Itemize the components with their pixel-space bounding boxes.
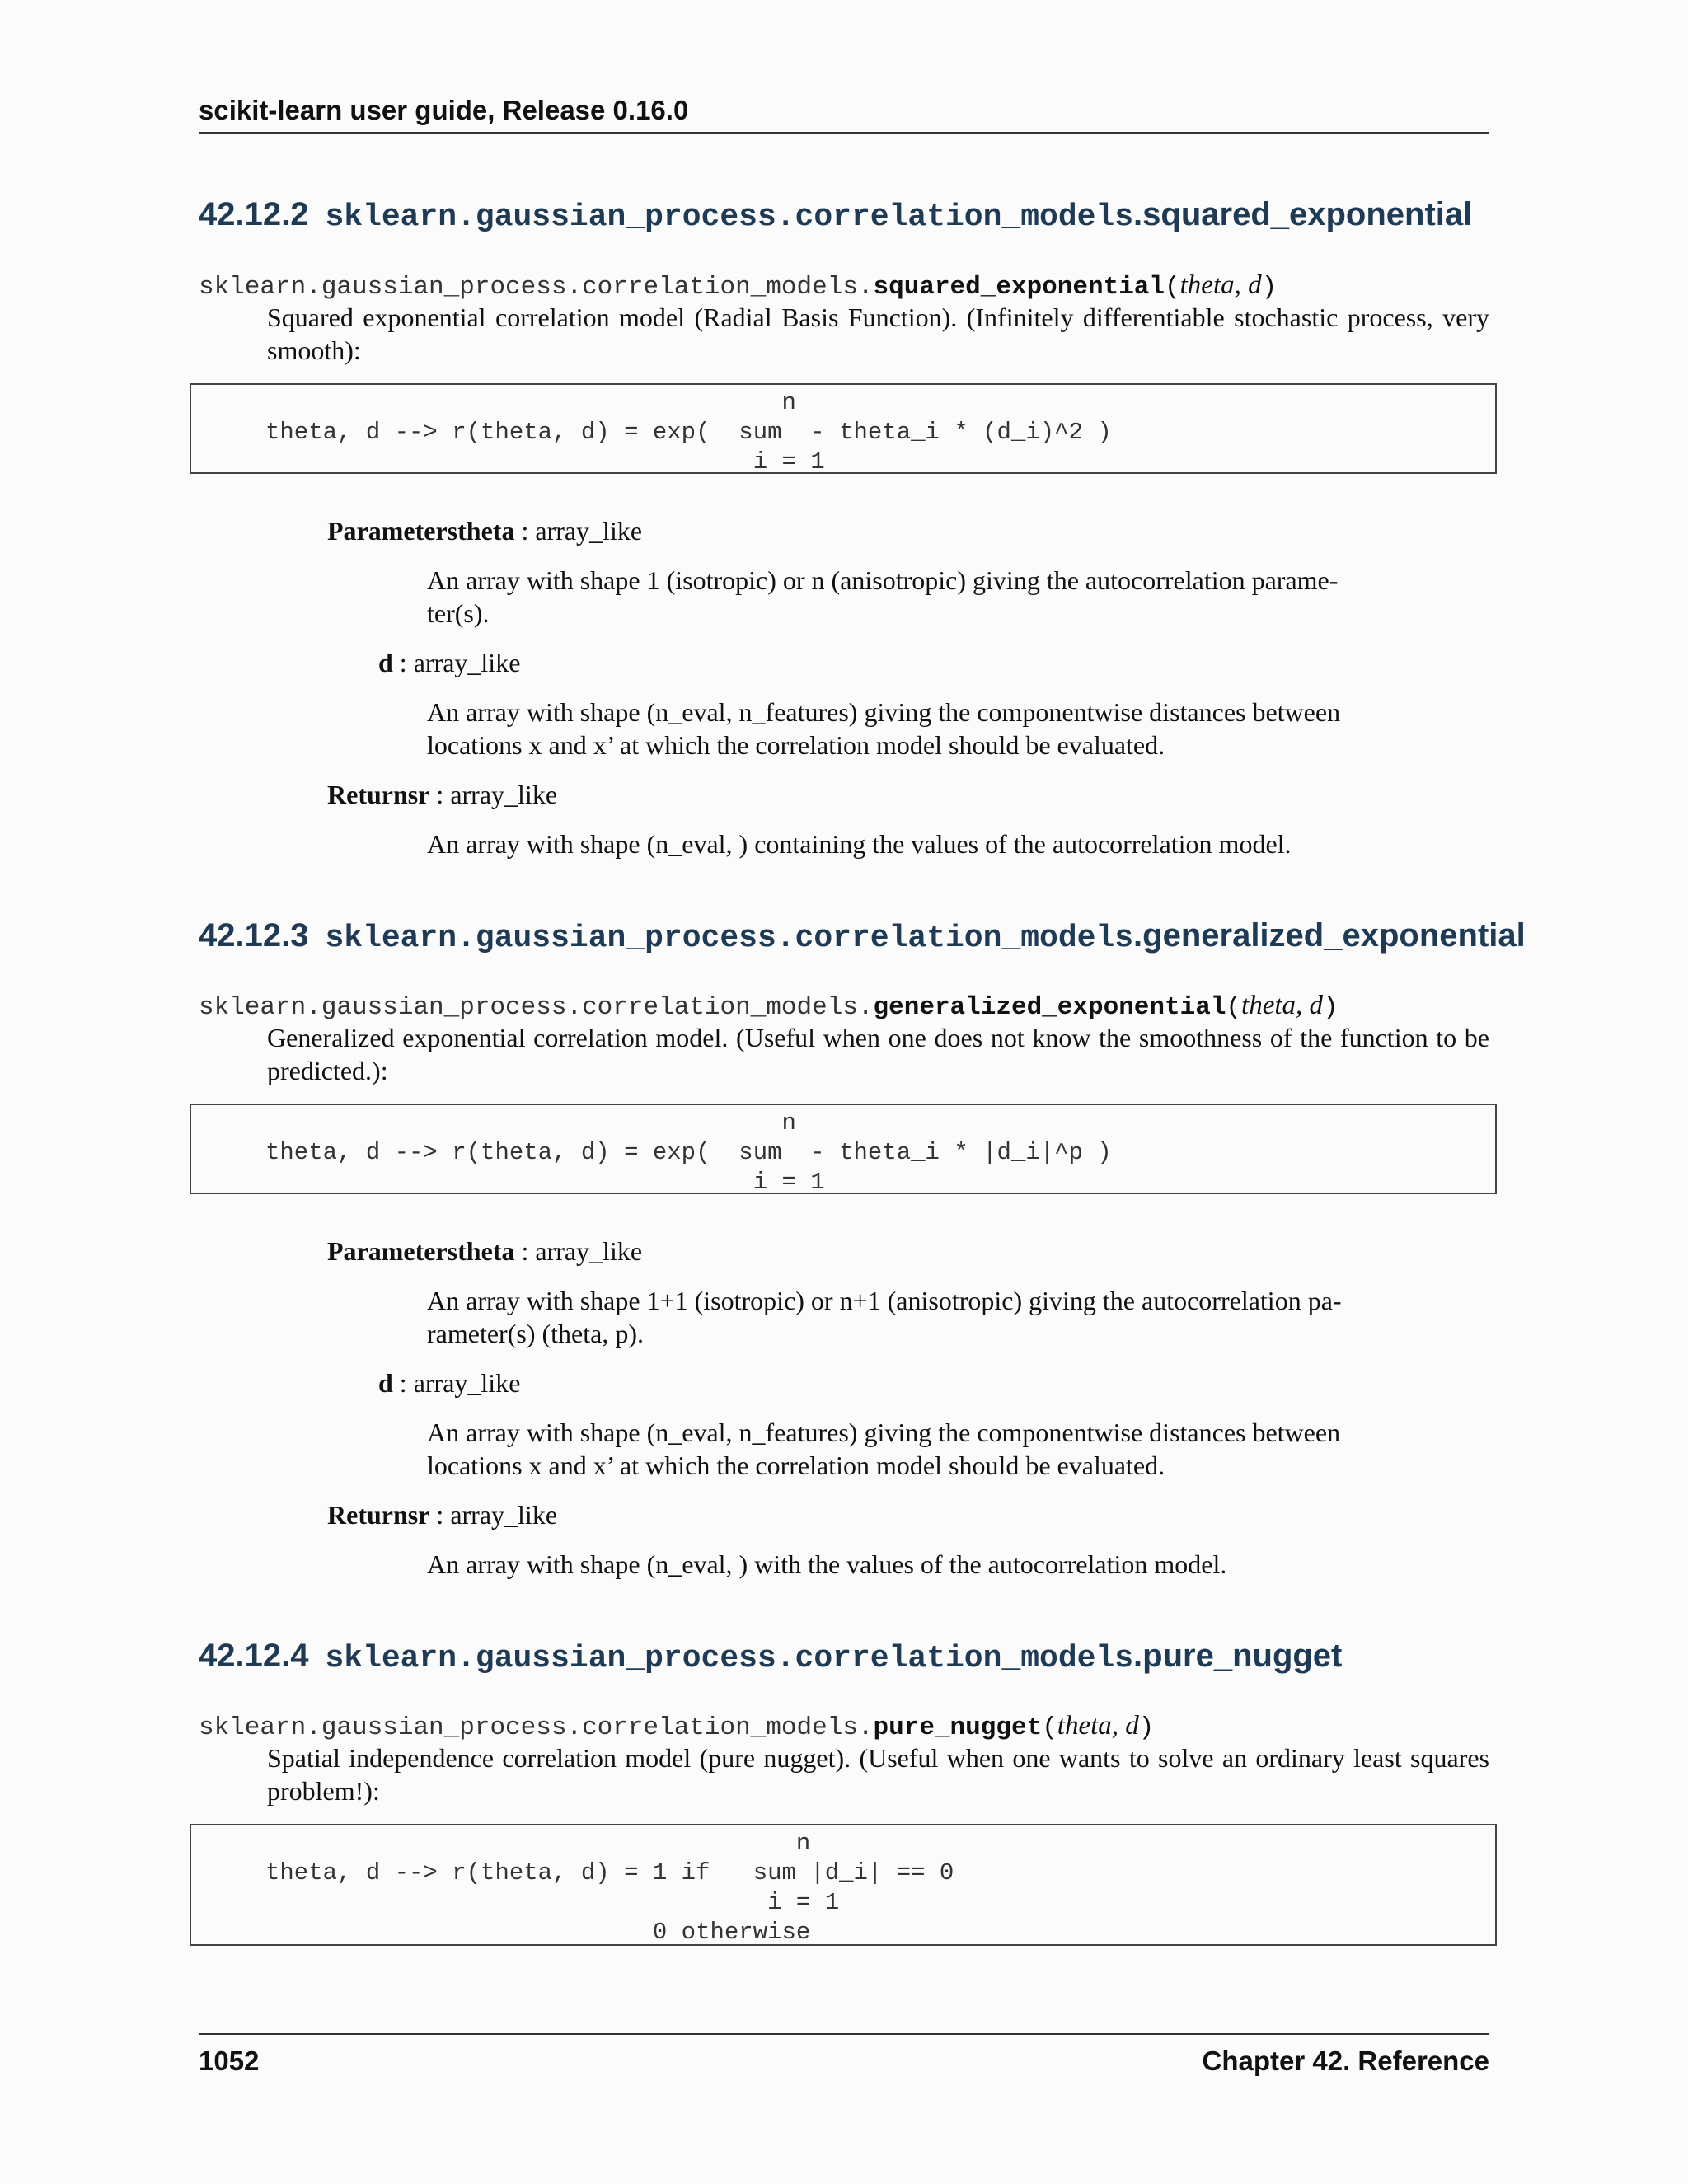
code-block (190, 1104, 1497, 1194)
page-number: 1052 (199, 2046, 260, 2076)
signature-open-paren: ( (1042, 1713, 1057, 1742)
signature-open-paren: ( (1165, 273, 1180, 302)
returns-type: : array_like (429, 1500, 558, 1530)
function-signature (199, 267, 1277, 305)
d-parameter-field (378, 1366, 520, 1399)
section-heading-generalized-exponential (199, 915, 1526, 959)
running-footer (199, 2033, 1489, 2076)
section-number: 42.12.2 (199, 196, 309, 232)
signature-close-paren: ) (1138, 1713, 1155, 1742)
section-module: sklearn.gaussian_process.correlation_models (325, 199, 1134, 235)
function-signature (199, 1708, 1154, 1746)
returns-label: Returnsr (327, 780, 430, 809)
returns-description: An array with shape (n_eval, ) containing the values of the autocorrelation model. (427, 829, 1292, 859)
d-type: : array_like (392, 648, 521, 677)
signature-path: sklearn.gaussian_process.correlation_models. (199, 273, 874, 302)
section-number: 42.12.4 (199, 1638, 309, 1674)
parameters-label: Parameterstheta (327, 516, 515, 546)
code-block (190, 1824, 1497, 1946)
section-function-name: .squared_exponential (1133, 196, 1473, 232)
section-heading-squared-exponential (199, 194, 1472, 238)
d-label: d (378, 648, 393, 677)
formula: n theta, d --> r(theta, d) = 1 if sum |d_i| == 0 i = 1 0 otherwise (265, 1830, 954, 1946)
returns-label: Returnsr (327, 1500, 430, 1530)
function-description: Squared exponential correlation model (Radial Basis Function). (Infinitely differentiable stochastic process, very smooth): (267, 302, 1489, 365)
signature-path: sklearn.gaussian_process.correlation_models. (199, 993, 874, 1022)
parameters-field (327, 1235, 642, 1268)
signature-name: generalized_exponential (873, 993, 1226, 1022)
function-description: Spatial independence correlation model (pure nugget). (Useful when one wants to solve an ordinary least squares problem!): (267, 1743, 1489, 1806)
code-block (190, 383, 1497, 474)
section-module: sklearn.gaussian_process.correlation_models (325, 1641, 1134, 1676)
chapter-label: Chapter 42. Reference (1202, 2046, 1489, 2076)
returns-field (327, 778, 557, 811)
signature-args: theta, d (1241, 991, 1324, 1020)
d-type: : array_like (392, 1368, 521, 1398)
d-description: An array with shape (n_eval, n_features) giving the componentwise distances between locations x and x’ at which the correlation model should be evaluated. (427, 1418, 1341, 1480)
d-description: An array with shape (n_eval, n_features) giving the componentwise distances between locations x and x’ at which the correlation model should be evaluated. (427, 697, 1341, 760)
section-module: sklearn.gaussian_process.correlation_models (325, 921, 1134, 956)
theta-description: An array with shape 1 (isotropic) or n (anisotropic) giving the autocorrelation parame-ter(s). (427, 565, 1339, 628)
returns-field (327, 1498, 557, 1531)
signature-open-paren: ( (1226, 993, 1242, 1022)
signature-args: theta, d (1057, 1711, 1139, 1741)
parameters-field (327, 514, 642, 547)
returns-description: An array with shape (n_eval, ) with the values of the autocorrelation model. (427, 1549, 1227, 1579)
section-heading-pure-nugget (199, 1635, 1342, 1680)
d-parameter-field (378, 646, 520, 679)
formula: n theta, d --> r(theta, d) = exp( sum - theta_i * (d_i)^2 ) i = 1 (265, 389, 1112, 476)
signature-name: squared_exponential (873, 273, 1165, 302)
signature-close-paren: ) (1323, 993, 1339, 1022)
section-number: 42.12.3 (199, 917, 309, 954)
signature-path: sklearn.gaussian_process.correlation_models. (199, 1713, 874, 1742)
function-signature (199, 987, 1339, 1025)
formula: n theta, d --> r(theta, d) = exp( sum - theta_i * |d_i|^p ) i = 1 (265, 1109, 1112, 1196)
parameter-type: : array_like (514, 516, 643, 546)
signature-close-paren: ) (1261, 273, 1278, 302)
parameters-label: Parameterstheta (327, 1236, 515, 1266)
signature-args: theta, d (1179, 270, 1262, 300)
signature-name: pure_nugget (873, 1713, 1043, 1742)
parameter-type: : array_like (514, 1236, 643, 1266)
d-label: d (378, 1368, 393, 1398)
function-description: Generalized exponential correlation model. (Useful when one does not know the smoothness of the function to be predicted.): (267, 1023, 1489, 1085)
section-function-name: .generalized_exponential (1133, 917, 1526, 954)
section-function-name: .pure_nugget (1133, 1638, 1343, 1674)
theta-description: An array with shape 1+1 (isotropic) or n+1 (anisotropic) giving the autocorrelation pa-rameter(s) (theta, p). (427, 1286, 1342, 1348)
running-header: scikit-learn user guide, Release 0.16.0 (199, 92, 1489, 134)
returns-type: : array_like (429, 780, 558, 809)
